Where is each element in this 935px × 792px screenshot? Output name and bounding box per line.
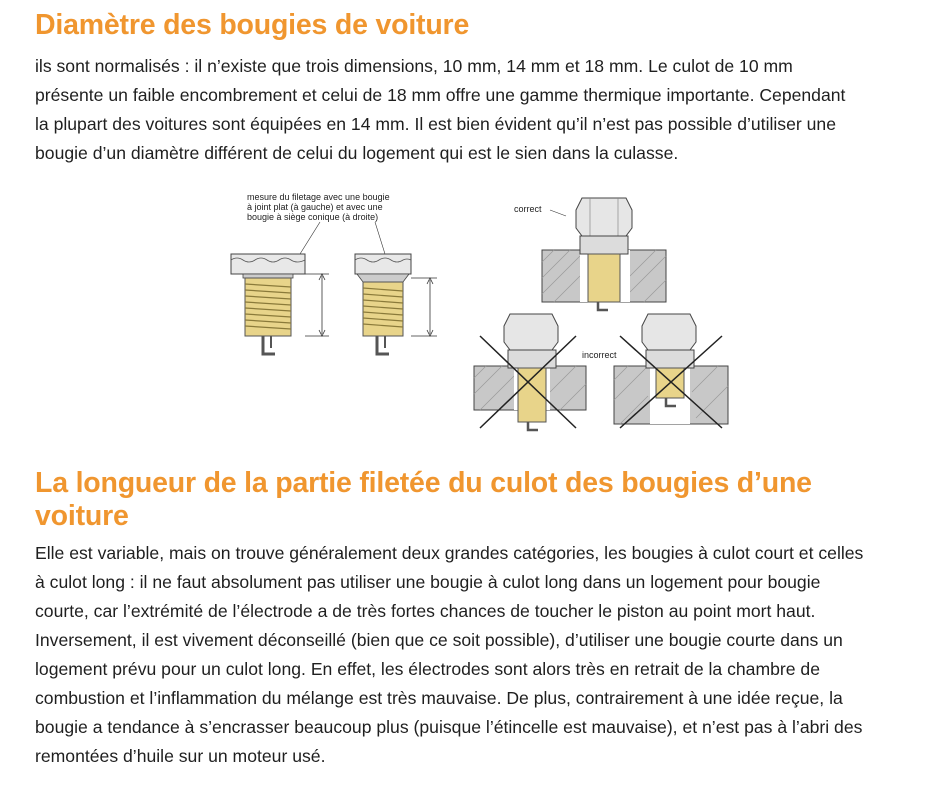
spark-plug-flat-seat [231,254,329,354]
paragraph-line: présente un faible encombrement et celui de 18 mm offre une gamme thermique importante. Cependant [35,85,846,105]
paragraph-line: ils sont normalisés : il n’existe que trois dimensions, 10 mm, 14 mm et 18 mm. Le culot de 10 mm [35,56,793,76]
plug-fitting-figure [470,188,735,438]
paragraph-line: bougie a tendance à s’encrasser beaucoup plus (puisque l’étincelle est mauvaise), et n’est pas à l’abri des [35,717,863,737]
paragraph-line: courte, car l’extrémité de l’électrode a de très fortes chances de toucher le piston au point mort haut. [35,601,816,621]
section-title-diameter: Diamètre des bougies de voiture [35,9,470,41]
paragraph-line: logement prévu pour un culot long. En effet, les électrodes sont alors très en retrait de la chambre de [35,659,821,679]
plug-incorrect-too-short [614,314,728,428]
plug-incorrect-too-long [474,314,586,430]
plug-correct-fit [542,198,666,310]
paragraph-line: bougie d’un diamètre différent de celui du logement qui est le sien dans la culasse. [35,143,679,163]
label-incorrect: incorrect [582,350,617,360]
paragraph-line: Elle est variable, mais on trouve généralement deux grandes catégories, les bougies à culot court et celles [35,543,864,563]
figure-caption-line: bougie à siège conique (à droite) [247,212,379,222]
paragraph-line: la plupart des voitures sont équipées en 14 mm. Il est bien évident qu’il n’est pas possible d’utiliser une [35,114,836,134]
paragraph-diameter [35,52,845,168]
thread-measurement-figure [225,188,445,368]
paragraph-line: remontées d’huile sur un moteur usé. [35,746,326,766]
section-title-thread-length [35,467,915,533]
paragraph-thread-length [35,539,863,771]
title-line: voiture [35,500,129,532]
figure-caption-line: mesure du filetage avec une bougie [247,192,390,202]
paragraph-line: combustion et l’inflammation du mélange est très mauvaise. De plus, contrairement à une idée reçue, la [35,688,843,708]
label-correct: correct [514,204,542,214]
spark-plug-conical-seat [355,254,437,354]
figure-caption-line: à joint plat (à gauche) et avec une [247,202,383,212]
paragraph-line: à culot long : il ne faut absolument pas utiliser une bougie à culot long dans un logement pour bougie [35,572,821,592]
paragraph-line: Inversement, il est vivement déconseillé (bien que ce soit possible), d’utiliser une bougie courte dans un [35,630,843,650]
title-line: La longueur de la partie filetée du culot des bougies d’une [35,467,812,499]
